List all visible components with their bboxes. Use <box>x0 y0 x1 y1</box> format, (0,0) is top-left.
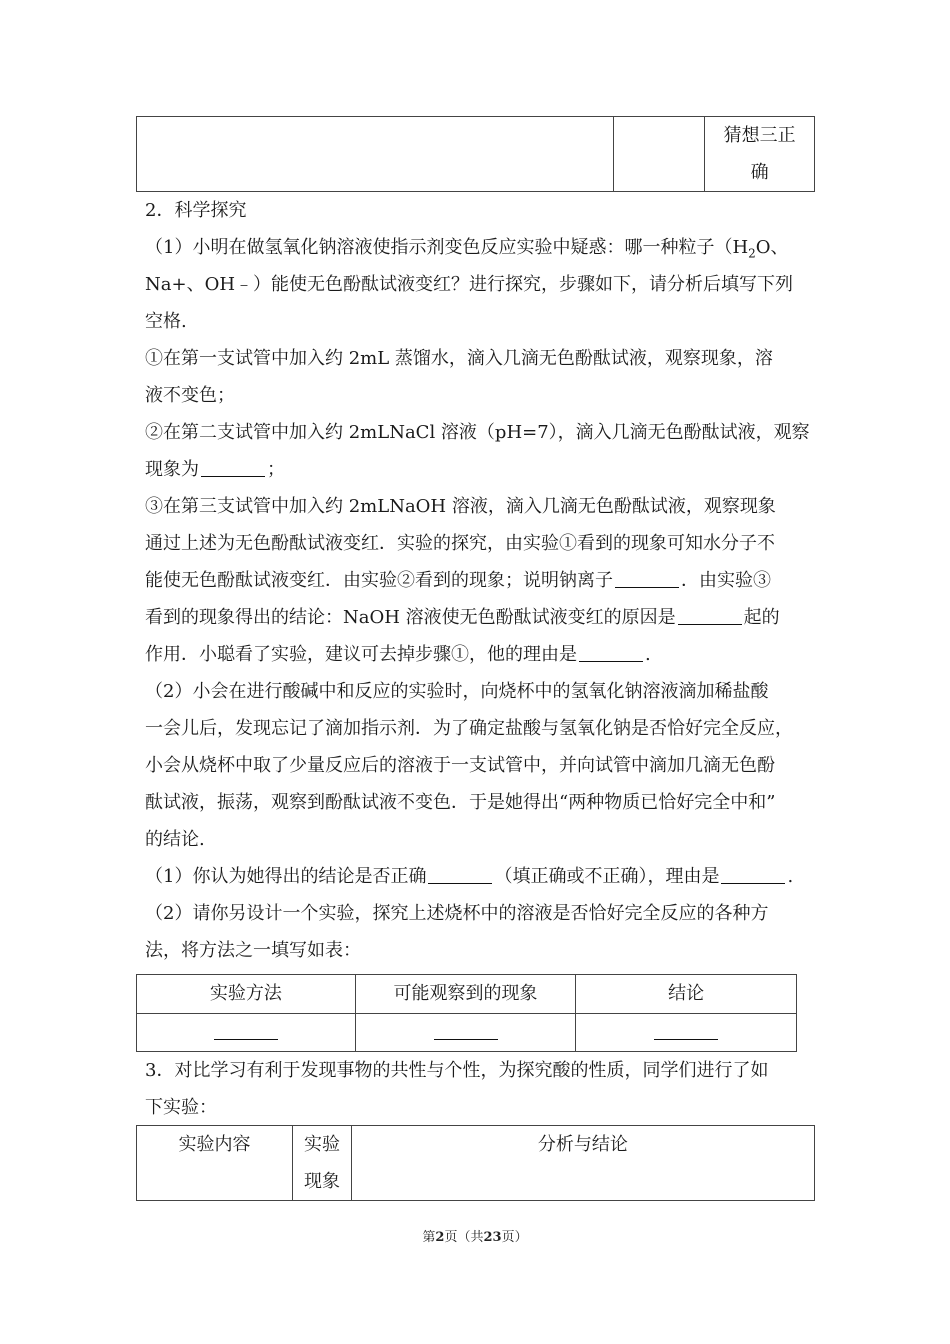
analysis-line-4: 作用．小聪看了实验，建议可去掉步骤①，他的理由是 . <box>145 636 651 673</box>
q2-line-1: （2）请你另设计一个实验，探究上述烧杯中的溶液是否恰好完全反应的各种方 <box>145 903 769 924</box>
p1-line-2: Na+、OH﹣）能使无色酚酞试液变红？进行探究，步骤如下，请分析后填写下列 <box>145 274 794 295</box>
method-table <box>136 974 797 1052</box>
section3-line-1: 3．对比学习有利于发现事物的共性与个性，为探究酸的性质，同学们进行了如 <box>145 1060 769 1081</box>
analysis-line-2: 能使无色酚酞试液变红．由实验②看到的现象；说明钠离子 ．由实验③ <box>145 562 771 599</box>
p2-line-3: 小会从烧杯中取了少量反应后的溶液于一支试管中，并向试管中滴加几滴无色酚 <box>145 755 775 776</box>
top-table-cell-3 <box>705 117 815 192</box>
top-table-cell-2 <box>613 117 705 192</box>
conclusion-cell <box>576 1014 797 1052</box>
top-table-cell-1 <box>137 117 614 192</box>
answer-blank[interactable] <box>615 567 679 588</box>
p2-line-1: （2）小会在进行酸碱中和反应的实验时，向烧杯中的氢氧化钠溶液滴加稀盐酸 <box>145 681 769 702</box>
step2-line-1: ②在第二支试管中加入约 2mLNaCl 溶液（pH=7），滴入几滴无色酚酞试液，观察 <box>145 422 810 443</box>
observation-cell <box>355 1014 576 1052</box>
answer-blank[interactable] <box>721 863 785 884</box>
analysis-line-3: 看到的现象得出的结论：NaOH 溶液使无色酚酞试液变红的原因是 起的 <box>145 599 780 636</box>
page-footer: 第2页（共23页） <box>422 1230 528 1245</box>
p2-line-4: 酞试液，振荡，观察到酚酞试液不变色．于是她得出“两种物质已恰好完全中和” <box>145 792 776 813</box>
answer-blank[interactable] <box>434 1019 498 1040</box>
content-header: 实验内容 <box>137 1126 293 1201</box>
page-number: 2 <box>435 1230 445 1245</box>
answer-blank[interactable] <box>201 456 265 477</box>
step3-line: ③在第三支试管中加入约 2mLNaOH 溶液，滴入几滴无色酚酞试液，观察现象 <box>145 496 776 517</box>
method-cell <box>137 1014 356 1052</box>
answer-blank[interactable] <box>579 641 643 662</box>
method-header: 实验方法 <box>137 975 356 1014</box>
observation-header: 可能观察到的现象 <box>355 975 576 1014</box>
section2-heading: 2．科学探究 <box>145 200 247 221</box>
q1-line: （1）你认为她得出的结论是否正确 （填正确或不正确），理由是 . <box>145 858 793 895</box>
answer-blank[interactable] <box>654 1019 718 1040</box>
section3-line-2: 下实验： <box>145 1097 217 1118</box>
q2-line-2: 法，将方法之一填写如表： <box>145 940 361 961</box>
analysis-line-1: 通过上述为无色酚酞试液变红．实验的探究，由实验①看到的现象可知水分子不 <box>145 533 775 554</box>
conclusion-header: 结论 <box>576 975 797 1014</box>
phenomenon-header: 实验 现象 <box>293 1126 352 1201</box>
p1-line-3: 空格. <box>145 311 187 332</box>
top-table <box>136 116 815 192</box>
p1-line-1: （1）小明在做氢氧化钠溶液使指示剂变色反应实验中疑惑：哪一种粒子（$H_2O$、 <box>145 237 789 261</box>
p2-line-2: 一会儿后，发现忘记了滴加指示剂．为了确定盐酸与氢氧化钠是否恰好完全反应， <box>145 718 793 739</box>
experiment-table <box>136 1125 815 1201</box>
p2-line-5: 的结论. <box>145 829 205 850</box>
analysis-header: 分析与结论 <box>351 1126 814 1201</box>
answer-blank[interactable] <box>678 604 742 625</box>
answer-blank[interactable] <box>428 863 492 884</box>
step2-line-2: 现象为 ； <box>145 451 285 488</box>
step1-line-1: ①在第一支试管中加入约 2mL 蒸馏水，滴入几滴无色酚酞试液，观察现象，溶 <box>145 348 773 369</box>
answer-blank[interactable] <box>214 1019 278 1040</box>
total-pages: 23 <box>483 1230 502 1245</box>
top-table-cell-text-2: 确 <box>750 162 769 183</box>
top-table-cell-text-1: 猜想三正 <box>723 125 796 146</box>
step1-line-2: 液不变色； <box>145 385 235 406</box>
